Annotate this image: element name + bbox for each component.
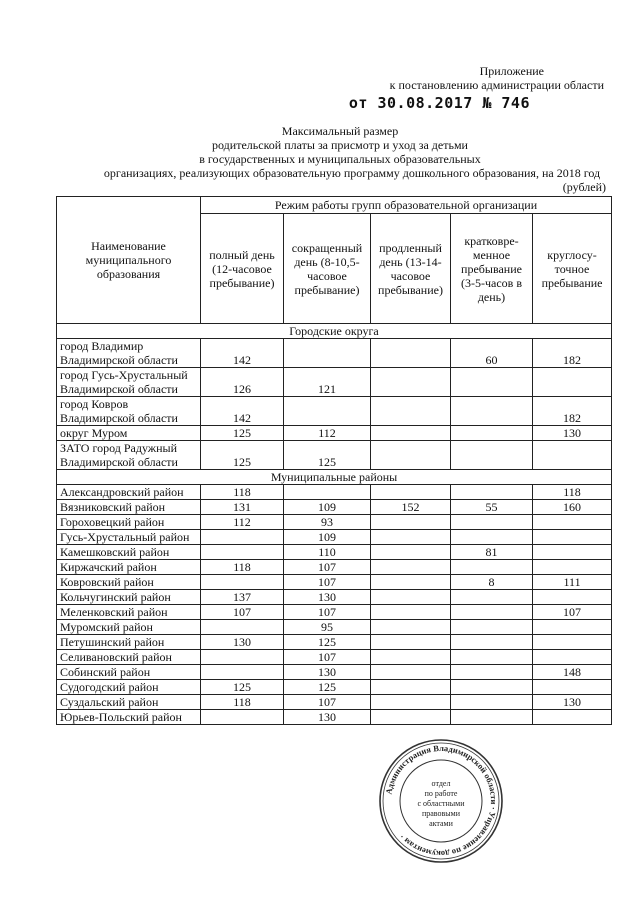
fee-value: 118 (201, 560, 284, 575)
table-row (57, 665, 612, 680)
fee-value (451, 665, 533, 680)
fee-value: 121 (284, 368, 371, 397)
fee-value (451, 441, 533, 470)
title-line-2: родительской платы за присмотр и уход за детьми (212, 138, 468, 152)
fee-value (201, 620, 284, 635)
fee-value (284, 485, 371, 500)
table-row (57, 560, 612, 575)
fee-value (284, 397, 371, 426)
municipality-name: город Ковров Владимирской области (57, 397, 201, 426)
fee-value: 152 (371, 500, 451, 515)
fee-value (371, 650, 451, 665)
fee-value (371, 635, 451, 650)
fee-value: 130 (533, 426, 612, 441)
fee-value (533, 441, 612, 470)
fee-value: 107 (284, 605, 371, 620)
municipality-name: город Владимир Владимирской области (57, 339, 201, 368)
fee-value (451, 397, 533, 426)
fee-value (533, 650, 612, 665)
fee-value (201, 665, 284, 680)
fee-value: 107 (533, 605, 612, 620)
fee-value: 107 (201, 605, 284, 620)
table-row (57, 635, 612, 650)
section-title: Городские округа (57, 324, 612, 339)
fee-value: 125 (284, 680, 371, 695)
fee-table (56, 196, 612, 725)
fee-value: 130 (284, 665, 371, 680)
table-row (57, 620, 612, 635)
fee-value: 137 (201, 590, 284, 605)
fee-value (201, 575, 284, 590)
column-header-full-day: полный день (12-часовое пребывание) (201, 214, 284, 324)
municipality-name: Киржачский район (57, 560, 201, 575)
column-header-extended-day: продленный день (13-14-часовое пребывание) (371, 214, 451, 324)
table-row (57, 368, 612, 397)
fee-value (533, 710, 612, 725)
fee-value (451, 530, 533, 545)
column-header-short-day: сокращенный день (8-10,5-часовое пребывание) (284, 214, 371, 324)
fee-value: 107 (284, 560, 371, 575)
fee-value (451, 426, 533, 441)
fee-value (451, 605, 533, 620)
fee-value (451, 650, 533, 665)
fee-value: 125 (284, 635, 371, 650)
column-header-short-stay: кратковре-менное пребывание (3-5-часов в день) (451, 214, 533, 324)
fee-value: 142 (201, 397, 284, 426)
fee-value: 109 (284, 530, 371, 545)
municipality-name: Судогодский район (57, 680, 201, 695)
table-row (57, 500, 612, 515)
fee-value: 125 (201, 441, 284, 470)
fee-value (451, 620, 533, 635)
fee-value (371, 695, 451, 710)
fee-value (533, 368, 612, 397)
fee-value (371, 339, 451, 368)
table-row (57, 590, 612, 605)
fee-value (371, 575, 451, 590)
fee-value: 130 (533, 695, 612, 710)
svg-text:актами: актами (429, 819, 453, 828)
municipality-name: Суздальский район (57, 695, 201, 710)
svg-text:с областными: с областными (417, 799, 465, 808)
fee-value: 112 (284, 426, 371, 441)
fee-value: 148 (533, 665, 612, 680)
fee-value (371, 680, 451, 695)
fee-value: 126 (201, 368, 284, 397)
fee-value (371, 485, 451, 500)
title-line-4: организациях, реализующих образовательную программу дошкольного образования, на 2018 год (103, 166, 601, 180)
svg-text:отдел: отдел (431, 779, 451, 788)
fee-value (451, 635, 533, 650)
fee-value (201, 545, 284, 560)
municipality-name: округ Муром (57, 426, 201, 441)
fee-value: 118 (533, 485, 612, 500)
fee-value (451, 560, 533, 575)
table-row (57, 441, 612, 470)
fee-value: 182 (533, 397, 612, 426)
fee-value: 112 (201, 515, 284, 530)
fee-value (533, 545, 612, 560)
fee-value: 125 (284, 441, 371, 470)
fee-value: 95 (284, 620, 371, 635)
fee-value: 81 (451, 545, 533, 560)
official-stamp (378, 738, 504, 864)
fee-value (371, 530, 451, 545)
fee-value (371, 620, 451, 635)
fee-value (533, 530, 612, 545)
municipality-name: Камешковский район (57, 545, 201, 560)
municipality-name: Гусь-Хрустальный район (57, 530, 201, 545)
fee-value: 142 (201, 339, 284, 368)
fee-value (533, 620, 612, 635)
table-row (57, 426, 612, 441)
fee-value (451, 680, 533, 695)
fee-value (284, 339, 371, 368)
fee-value: 160 (533, 500, 612, 515)
fee-value (371, 397, 451, 426)
fee-value: 55 (451, 500, 533, 515)
table-row (57, 575, 612, 590)
fee-value (371, 515, 451, 530)
column-header-name: Наименование муниципального образования (57, 197, 201, 324)
fee-value (533, 635, 612, 650)
fee-value (451, 485, 533, 500)
svg-text:Администрация Владимирской обл: Администрация Владимирской области · Управление по документам · (383, 742, 500, 860)
fee-value: 107 (284, 575, 371, 590)
fee-value: 107 (284, 695, 371, 710)
fee-value: 131 (201, 500, 284, 515)
table-row (57, 485, 612, 500)
table-row (57, 545, 612, 560)
fee-value (533, 560, 612, 575)
table-row (57, 530, 612, 545)
fee-value (451, 710, 533, 725)
fee-value (451, 695, 533, 710)
fee-value: 125 (201, 426, 284, 441)
table-row (57, 695, 612, 710)
municipality-name: Юрьев-Польский район (57, 710, 201, 725)
municipality-name: Гороховецкий район (57, 515, 201, 530)
fee-value: 60 (451, 339, 533, 368)
svg-text:правовыми: правовыми (421, 809, 461, 818)
decree-reference: к постановлению администрации области (389, 78, 604, 92)
municipality-name: город Гусь-Хрустальный Владимирской области (57, 368, 201, 397)
fee-value (371, 665, 451, 680)
municipality-name: Меленковский район (57, 605, 201, 620)
fee-value: 110 (284, 545, 371, 560)
fee-value (371, 441, 451, 470)
fee-value (533, 680, 612, 695)
municipality-name: ЗАТО город Радужный Владимирской области (57, 441, 201, 470)
fee-value: 130 (284, 710, 371, 725)
fee-value (201, 710, 284, 725)
fee-value: 93 (284, 515, 371, 530)
fee-value (371, 605, 451, 620)
table-row (57, 650, 612, 665)
unit-label: (рублей) (562, 180, 606, 194)
municipality-name: Вязниковский район (57, 500, 201, 515)
fee-value (451, 590, 533, 605)
decree-number-date: от 30.08.2017 № 746 (348, 94, 530, 112)
municipality-name: Александровский район (57, 485, 201, 500)
fee-value (371, 426, 451, 441)
fee-value: 109 (284, 500, 371, 515)
municipality-name: Кольчугинский район (57, 590, 201, 605)
fee-value: 125 (201, 680, 284, 695)
title-line-3: в государственных и муниципальных образовательных (199, 152, 481, 166)
group-header: Режим работы групп образовательной организации (201, 197, 612, 214)
fee-value: 130 (284, 590, 371, 605)
table-row (57, 339, 612, 368)
municipality-name: Муромский район (57, 620, 201, 635)
municipality-name: Собинский район (57, 665, 201, 680)
fee-value (451, 515, 533, 530)
fee-value: 111 (533, 575, 612, 590)
fee-value (201, 650, 284, 665)
fee-value (371, 560, 451, 575)
fee-value (451, 368, 533, 397)
section-title: Муниципальные районы (57, 470, 612, 485)
section-row (57, 470, 612, 485)
municipality-name: Петушинский район (57, 635, 201, 650)
fee-value: 130 (201, 635, 284, 650)
fee-value (371, 590, 451, 605)
municipality-name: Селивановский район (57, 650, 201, 665)
fee-value (371, 368, 451, 397)
title-line-1: Максимальный размер (281, 124, 399, 138)
appendix-label: Приложение (479, 64, 544, 78)
fee-value: 182 (533, 339, 612, 368)
table-row (57, 605, 612, 620)
table-row (57, 680, 612, 695)
fee-value (533, 590, 612, 605)
fee-value (371, 710, 451, 725)
column-header-round-the-clock: круглосу-точное пребывание (533, 214, 612, 324)
fee-value (201, 530, 284, 545)
table-row (57, 710, 612, 725)
fee-value: 118 (201, 695, 284, 710)
fee-value: 8 (451, 575, 533, 590)
fee-value: 107 (284, 650, 371, 665)
municipality-name: Ковровский район (57, 575, 201, 590)
svg-text:по работе: по работе (424, 789, 458, 798)
fee-value: 118 (201, 485, 284, 500)
fee-value (533, 515, 612, 530)
section-row (57, 324, 612, 339)
fee-value (371, 545, 451, 560)
table-row (57, 397, 612, 426)
table-row (57, 515, 612, 530)
